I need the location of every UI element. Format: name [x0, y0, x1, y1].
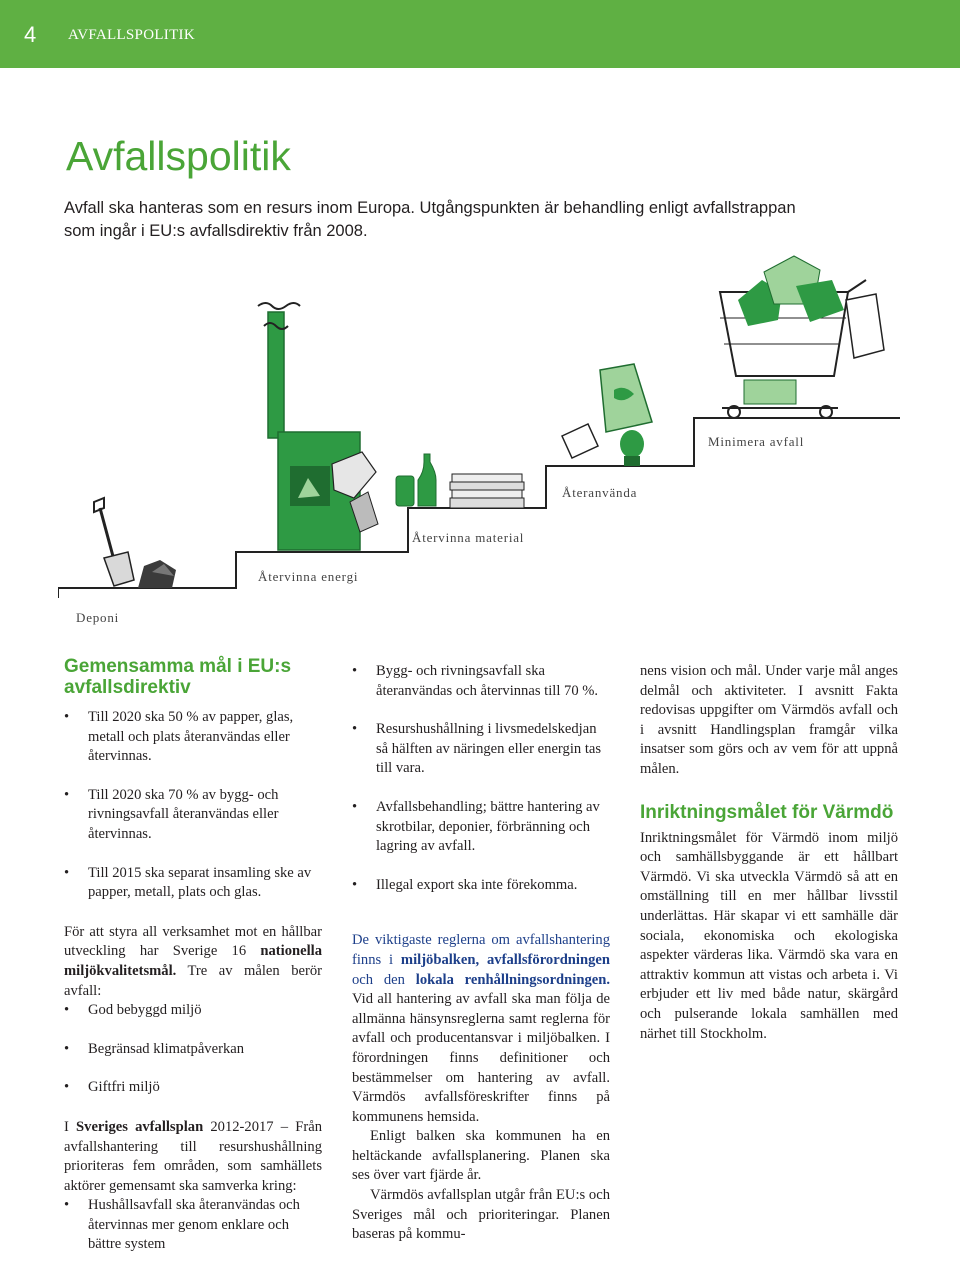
column-1: [64, 656, 322, 1255]
list-item: • Till 2020 ska 50 % av papper, glas, metall och plats återanvändas eller återvinnas.: [64, 708, 322, 767]
column-3: [640, 662, 898, 1044]
step-label-landfill: Deponi: [76, 610, 120, 625]
list-item: • Resurshushållning i livsmedelskedjan så hälften av näringen eller energin tas till vara.: [352, 720, 610, 779]
header-bar: [0, 0, 960, 68]
list-item: • Till 2015 ska separat insamling ske av papper, metall, plats och glas.: [64, 864, 322, 903]
waste-hierarchy-illustration: [58, 240, 900, 630]
step-label-reuse: Återanvända: [562, 485, 638, 500]
list-item: • Begränsad klimatpåverkan: [64, 1040, 322, 1060]
waste-plan-paragraph: I Sveriges avfallsplan 2012-2017 – Från avfallshantering till resurshushållning prioriteras fem områden, som samhällets aktörer gemensamt ska samverka kring:: [64, 1118, 322, 1194]
vision-heading: Inriktningsmålet för Värmdö: [640, 801, 894, 823]
list-item: • Avfallsbehandling; bättre hantering av skrotbilar, deponier, förbränning och lagring av avfall.: [352, 798, 610, 857]
page-number: 4: [24, 22, 37, 47]
column-2: [352, 662, 610, 1245]
bottles-icon: [396, 454, 436, 506]
shovel-icon: [94, 498, 134, 586]
list-item: • Illegal export ska inte förekomma.: [352, 876, 610, 896]
list-item: • Bygg- och rivningsavfall ska återanvändas och återvinnas till 70 %.: [352, 662, 610, 701]
list-item: • Hushållsavfall ska återanvändas och återvinnas mer genom enklare och bättre system: [64, 1196, 322, 1255]
shopping-cart-icon: [720, 256, 884, 418]
list-item: • Giftfri miljö: [64, 1078, 322, 1098]
environment-goals-list: [64, 1001, 322, 1098]
box-icon: [562, 424, 598, 458]
lamp-icon: [600, 364, 652, 466]
intro-text: Avfall ska hanteras som en resurs inom Europa. Utgångspunkten är behandling enligt avfallstrappan som ingår i EU:s avfallsdirektiv från 2008.: [64, 199, 796, 240]
eu-goals-heading: Gemensamma mål i EU:s avfallsdirektiv: [64, 656, 292, 698]
page-title: Avfallspolitik: [66, 133, 291, 179]
incinerator-icon: [258, 303, 378, 550]
plan-continuation-paragraph: nens vision och mål. Under varje mål anges delmål och aktiviteter. I avsnitt Fakta redovisas uppgifter om Värmdös avfall och i avsnitt Handlingsplan framgår vilka insatser som görs och av vem för att uppnå målen.: [640, 663, 898, 777]
step-label-recycle-energy: Återvinna energi: [258, 569, 359, 584]
vision-paragraph: Inriktningsmålet för Värmdö inom miljö och samhällsbyggande är ett hållbart Värmdö. Vi ska utveckla Värmdö så att en omställning till en mer hållbar livsstil underlättas. Här skapar vi ett samhälle där sociala, ekonomiska och ekologiska aspekter värderas lika. Värmdö ska vara en attraktiv kommun att vistas och arbeta i. Vi erbjuder ett liv med både natur, skärgård och pulserande lokala samhällen med närhet till Stockholm.: [640, 829, 898, 1042]
environment-goals-paragraph: För att styra all verksamhet mot en hållbar utveckling har Sverige 16 nationella miljökvalitetsmål. Tre av målen berör avfall:: [64, 923, 322, 999]
eu-goals-list: [64, 708, 322, 903]
waste-plan-list-continued: [352, 662, 610, 895]
step-label-recycle-material: Återvinna material: [412, 530, 525, 545]
step-label-minimize: Minimera avfall: [708, 434, 805, 449]
waste-plan-list: [64, 1196, 322, 1255]
list-item: • Till 2020 ska 70 % av bygg- och rivningsavfall återanvändas eller återvinnas.: [64, 786, 322, 845]
waste-plan-basis-paragraph: Värmdös avfallsplan utgår från EU:s och Sveriges mål och prioriteringar. Planen baseras på kommu-: [352, 1187, 610, 1243]
planning-paragraph: Enligt balken ska kommunen ha en heltäckande avfallsplanering. Planen ska ses över vart fjärde år.: [352, 1128, 610, 1184]
regulations-paragraph: De viktigaste reglerna om avfallshantering finns i miljöbalken, avfallsförordningen och den lokala renhållningsordningen. Vid all hantering av avfall ska man följa de allmänna hänsynsreglerna samt reglerna för avfall och producentansvar i miljöbalken. I förordningen finns definitioner och bestämmelser om hantering av avfall. Värmdös avfallsföreskrifter finns på kommunens hemsida.: [352, 932, 610, 1125]
list-item: • God bebyggd miljö: [64, 1001, 322, 1021]
newspaper-stack-icon: [450, 474, 524, 508]
section-name: AVFALLSPOLITIK: [68, 27, 195, 43]
rubble-icon: [138, 560, 176, 588]
